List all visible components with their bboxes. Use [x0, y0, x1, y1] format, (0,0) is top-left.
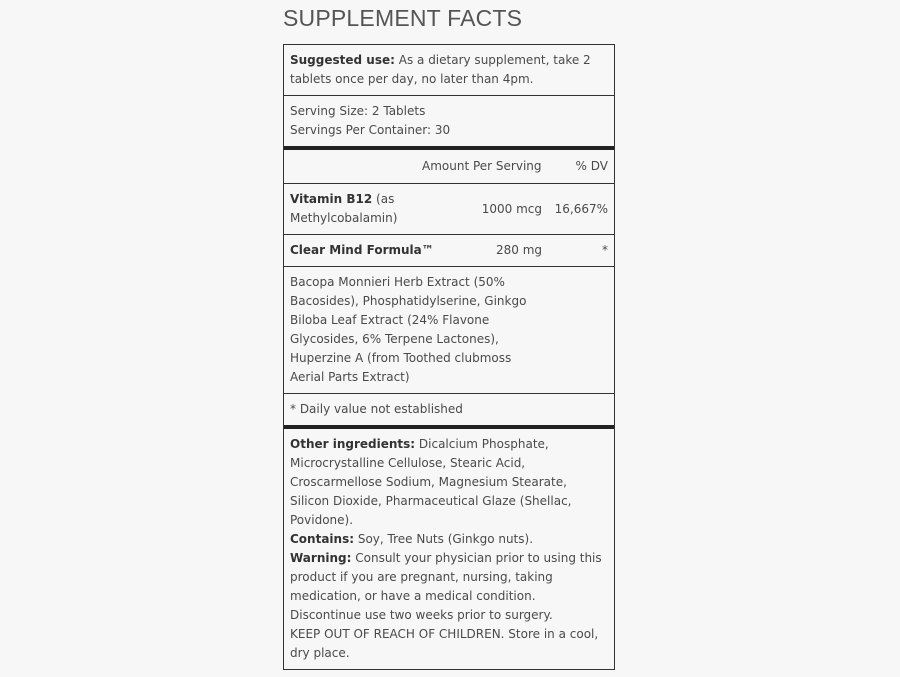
warning-text: Consult your physician prior to using this	[351, 551, 602, 565]
contains-text: Soy, Tree Nuts (Ginkgo nuts).	[354, 532, 534, 546]
other-ingredients-text: Povidone).	[290, 513, 354, 527]
other-ingredients-text: Microcrystalline Cellulose, Stearic Acid,	[290, 456, 526, 470]
suggested-use-text-line2: tablets once per day, no later than 4pm.	[290, 72, 534, 86]
suggested-use-section	[284, 45, 614, 96]
formula-ingredients-section	[284, 267, 614, 394]
nutrient-amount: 280 mg	[495, 243, 542, 257]
warning-text: Discontinue use two weeks prior to surgery.	[290, 608, 553, 622]
table-header	[284, 150, 614, 184]
warning-text: KEEP OUT OF REACH OF CHILDREN. Store in a cool,	[290, 627, 599, 641]
dv-header: % DV	[575, 159, 608, 173]
warning-text: dry place.	[290, 646, 350, 660]
formula-ingredients-line: Biloba Leaf Extract (24% Flavone	[290, 313, 490, 327]
other-ingredients-text: Dicalcium Phosphate,	[415, 437, 549, 451]
suggested-use-label: Suggested use:	[290, 53, 395, 67]
nutrient-name-line2: Methylcobalamin)	[290, 211, 398, 225]
suggested-use-text-line1: As a dietary supplement, take 2	[398, 53, 591, 67]
formula-ingredients-line: Bacosides), Phosphatidylserine, Ginkgo	[290, 294, 527, 308]
formula-ingredients-line: Huperzine A (from Toothed clubmoss	[290, 351, 512, 365]
formula-ingredients-line: Glycosides, 6% Terpene Lactones),	[290, 332, 499, 346]
nutrient-row-clear-mind-formula	[284, 235, 614, 267]
page-title: SUPPLEMENT FACTS	[283, 5, 523, 31]
formula-ingredients-line: Bacopa Monnieri Herb Extract (50%	[290, 275, 505, 289]
daily-value-footnote: * Daily value not established	[290, 402, 463, 416]
nutrient-name-suffix: (as	[372, 192, 395, 206]
other-ingredients-section	[284, 429, 614, 669]
other-ingredients-label: Other ingredients:	[290, 437, 416, 451]
nutrient-dv: 16,667%	[554, 201, 608, 216]
contains-label: Contains:	[290, 532, 355, 546]
servings-per-container: Servings Per Container: 30	[290, 123, 451, 137]
other-ingredients-text: Silicon Dioxide, Pharmaceutical Glaze (Shellac,	[290, 494, 572, 508]
formula-ingredients-line: Aerial Parts Extract)	[290, 370, 410, 384]
warning-label: Warning:	[290, 551, 352, 565]
serving-size: Serving Size: 2 Tablets	[290, 104, 426, 118]
nutrient-dv: *	[602, 243, 608, 257]
warning-text: product if you are pregnant, nursing, taking	[290, 570, 553, 584]
supplement-facts-panel	[283, 44, 615, 670]
warning-text: medication, or have a medical condition.	[290, 589, 536, 603]
nutrient-name-bold: Vitamin B12	[290, 192, 373, 206]
nutrient-name	[290, 190, 468, 228]
nutrient-amount: 1000 mcg	[481, 201, 542, 216]
footnote-section	[284, 394, 614, 429]
serving-section	[284, 96, 614, 150]
amount-per-serving-header: Amount Per Serving	[422, 159, 542, 173]
other-ingredients-text: Croscarmellose Sodium, Magnesium Stearate,	[290, 475, 567, 489]
nutrient-row-vitamin-b12	[284, 184, 614, 235]
nutrient-name: Clear Mind Formula™	[290, 243, 434, 257]
